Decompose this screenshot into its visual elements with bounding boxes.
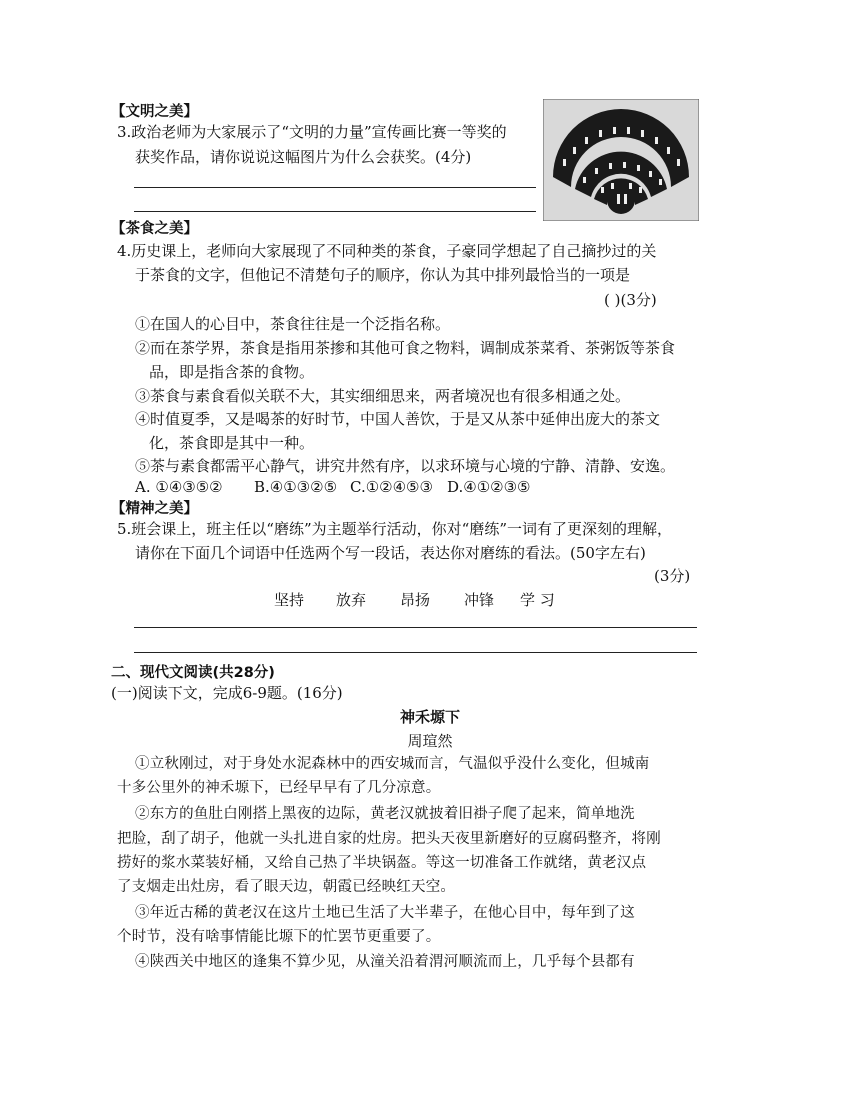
paragraph-2-line-2: 把脸，刮了胡子，他就一头扎进自家的灶房。把头天夜里新磨好的豆腐码整齐，将刚 [117,831,661,847]
paragraph-2-line-3: 捞好的浆水菜装好桶，又给自己热了半块锅盔。等这一切准备工作就绪，黄老汉点 [117,855,647,871]
civilization-poster-image [543,99,699,221]
article-author: 周瑄然 [407,732,453,750]
paragraph-4-line-1: ④陕西关中地区的逢集不算少见，从潼关沿着渭河顺流而上，几乎每个县都有 [135,954,635,970]
question-5-line-2: 请你在下面几个词语中任选两个写一段话，表达你对磨练的看法。(50字左右) [135,544,646,562]
word-option: 放弃 [336,591,367,609]
part-2-subheading: (一)阅读下文，完成6-9题。(16分) [111,684,343,702]
paragraph-1-line-1: ①立秋刚过，对于身处水泥森林中的西安城而言，气温似乎没什么变化，但城南 [135,756,650,772]
question-4-line-1: 4.历史课上，老师向大家展现了不同种类的茶食，子豪同学想起了自己摘抄过的关 [117,242,657,260]
article-title: 神禾塬下 [399,708,460,726]
sentence-5: ⑤茶与素食都需平心静气，讲究井然有序，以求环境与心境的宁静、清静、安逸。 [135,457,676,475]
option-d[interactable]: D.④①②③⑤ [447,478,531,496]
word-option: 冲锋 [464,591,495,609]
question-3-line-1: 3.政治老师为大家展示了“文明的力量”宣传画比赛一等奖的 [117,123,507,141]
paragraph-3-line-1: ③年近古稀的黄老汉在这片土地已生活了大半辈子，在他心目中，每年到了这 [135,905,635,921]
question-3-line-2: 获奖作品，请你说说这幅图片为什么会获奖。(4分) [135,148,472,166]
question-4-score: ( )(3分) [604,291,657,309]
option-a[interactable]: A. ①④③⑤② [135,478,223,496]
sentence-1: ①在国人的心目中，茶食往往是一个泛指名称。 [135,315,451,333]
word-option: 坚持 [274,591,305,609]
sentence-4-line-1: ④时值夏季，又是喝茶的好时节，中国人善饮，于是又从茶中延伸出庞大的茶文 [135,410,661,428]
answer-line[interactable] [134,187,536,188]
answer-line[interactable] [134,627,697,628]
sentence-2-line-1: ②而在茶学界，茶食是指用茶掺和其他可食之物料，调制成茶菜肴、茶粥饭等茶食 [135,339,676,357]
word-option: 昂扬 [400,591,431,609]
sentence-3: ③茶食与素食看似关联不大，其实细细思来，两者境况也有很多相通之处。 [135,387,631,405]
answer-line[interactable] [134,211,536,212]
section-heading-civilization: 【文明之美】 [111,104,198,120]
word-option: 学 习 [520,591,555,609]
paragraph-1-line-2: 十多公里外的神禾塬下，已经早早有了几分凉意。 [117,780,441,796]
sentence-2-line-2: 品，即是指含茶的食物。 [149,363,315,381]
answer-line[interactable] [134,652,697,653]
option-b[interactable]: B.④①③②⑤ [254,478,338,496]
question-5-score: (3分) [654,567,691,585]
question-4-line-2: 于茶食的文字，但他记不清楚句子的顺序，你认为其中排列最恰当的一项是 [135,266,631,284]
section-heading-spirit: 【精神之美】 [111,501,198,517]
paragraph-3-line-2: 个时节，没有啥事情能比塬下的忙罢节更重要了。 [117,929,441,945]
part-2-heading: 二、现代文阅读(共28分) [111,665,275,681]
section-heading-tea-food: 【茶食之美】 [111,221,198,237]
option-c[interactable]: C.①②④⑤③ [350,478,433,496]
question-5-line-1: 5.班会课上，班主任以“磨练”为主题举行活动，你对“磨练”一词有了更深刻的理解， [117,520,672,538]
sentence-4-line-2: 化，茶食即是其中一种。 [149,434,315,452]
paragraph-2-line-4: 了支烟走出灶房，看了眼天边，朝霞已经映红天空。 [117,879,456,895]
paragraph-2-line-1: ②东方的鱼肚白刚搭上黑夜的边际，黄老汉就披着旧褂子爬了起来，简单地洗 [135,806,635,822]
